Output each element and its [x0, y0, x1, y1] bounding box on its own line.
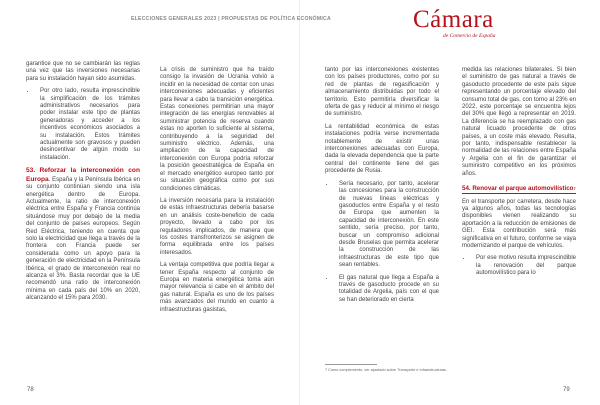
page-number-right: 79	[563, 387, 570, 393]
page-number-left: 78	[27, 387, 34, 393]
section-53	[26, 167, 140, 302]
list-item: • Por ese motivo resulta imprescindible la renovación del parque automovilístico para lo	[472, 255, 576, 277]
column-4	[462, 67, 576, 283]
column-1	[26, 61, 140, 308]
section-body: . España y la Península Ibérica en su conjunto continúan siendo una isla energética dentro de Europa. Actualmente, la ratio de interconexión eléctrica entre España y Francia continúa situándose muy por debajo de la media del conjunto de países europeos. Según Red Eléctrica, teniendo en cuenta que solo la electricidad que llega a través de la frontera con Francia puede ser considerada como un apoyo para la generación de electricidad en la Península Ibérica, el grado de interconexión real no alcanza el 3%. Basta recordar que la UE recomendó una ratio de interconexión mínima en cada país del 10% en 2020, alcanzando el 15% para 2030.	[26, 176, 140, 302]
page-gutter	[299, 0, 300, 405]
paragraph: medida las relaciones bilaterales. Si bien el suministro de gas natural a través de gasoducto procedente de este país sigue representando un porcentaje elevado del consumo total de gas, con torno al 23% en 2022, este porcentaje se encuentra lejos del 30% que llegó a representar en 2019. La diferencia se ha reemplazado con gas natural licuado procedente de otros países, a un coste más elevado. Resulta, por tanto, indispensable restablecer la normalidad de las relaciones entre España y Argelia con el fin de garantizar el suministro competitivo en los próximos años.	[462, 67, 576, 177]
column-3	[325, 67, 439, 309]
footnote-divider	[325, 364, 377, 365]
footnote: 7 Como complemento, ver apartado sobre Transporte e Infraestructuras.	[325, 368, 447, 372]
section-number: 54.	[462, 185, 471, 193]
bullet-list	[26, 88, 140, 162]
paragraph: garantice que no se cambiarán las reglas una vez que las inversiones necesarias para su instalación hayan sido asumidas.	[26, 61, 140, 82]
section-title: Reforzar la interconexión con Europa	[26, 167, 140, 183]
paragraph: La inversión necesaria para la instalación de estas infraestructuras debería basarse en un análisis coste-beneficio de cada proyecto, llevado a cabo por los reguladores implicados, de manera que los costes transfronterizos se asignen de forma equilibrada entre los países interesados.	[160, 197, 274, 256]
paragraph: En el transporte por carretera, desde hace ya algunos años, todas las tecnologías disponibles vienen realizando su aportación a la reducción de emisiones de GEI. Esta contribución será más significativa en el futuro, conforme se vaya modernizando el parque de vehículos.	[462, 198, 576, 249]
column-2	[160, 67, 274, 319]
list-item: • Sería necesario, por tanto, acelerar las concesiones para la construcción de nuevas líneas eléctricas y gasoductos entre España y el resto de Europa que aumenten la capacidad de interconexión. En este sentido, sería preciso, por tanto, buscar un compromiso adicional desde Bruselas que permita acelerar la construcción de las infraestructuras de este tipo que sean rentables.	[335, 181, 439, 270]
section-title: Renovar el parque automovilístico	[472, 185, 574, 193]
paragraph: tanto por las interconexiones existentes con los países productores, como por su red de plantas de regasificación y almacenamiento distribuidas por todo el territorio. Esto permitiría diversificar la oferta de gas y reducir al mínimo el riesgo de suministro.	[325, 67, 439, 118]
logo-subtitle: de Comercio de España	[443, 33, 496, 39]
footnote-ref[interactable]: 7	[573, 186, 576, 192]
list-item: • El gas natural que llega a España a través de gasoducto procede en su totalidad de Argelia, país con el que se han deteriorado en cierta	[335, 275, 439, 305]
document-header: ELECCIONES GENERALES 2023 | PROPUESTAS DE POLÍTICA ECONÓMICA	[131, 16, 331, 22]
section-number: 53.	[26, 167, 36, 175]
bullet-list	[462, 255, 576, 277]
paragraph: La ventaja competitiva que podría llegar a tener España respecto al conjunto de Europa en materia energética toma aún mayor relevancia si cabe en el ámbito del gas natural. España es uno de los países más avanzados del mundo en cuanto a infraestructuras gasistas,	[160, 262, 274, 313]
paragraph: La rentabilidad económica de estas instalaciones podría verse incrementada notablemente de existir unas interconexiones adecuadas con Europa, dada la elevada dependencia que la parte central del continente tiene del gas procedente de Rusia.	[325, 123, 439, 175]
logo-wordmark: Cámara	[413, 6, 494, 33]
bullet-list	[325, 181, 439, 305]
camara-logo	[413, 6, 523, 44]
section-54-heading	[462, 185, 576, 193]
paragraph: La crisis de suministro que ha traído consigo la invasión de Ucrania volvió a incidir en la necesidad de contar con unas interconexiones adecuadas y eficientes para llevar a cabo la transición energética. Estas conexiones permitirían una mayor integración de las energías renovables al suministrar potencia de reserva cuando éstas no aporten lo suficiente al sistema, contribuyendo a la seguridad del suministro eléctrico. Además, una ampliación de la capacidad de interconexión con Europa podría reforzar la posición geoestratégica de España en el mercado energético europeo tanto por su situación geográfica como por sus condiciones climáticas.	[160, 67, 274, 192]
section-heading-line	[462, 185, 576, 193]
list-item: • Por otro lado, resulta imprescindible la simplificación de los trámites administrativos necesarios para poder instalar este tipo de plantas generadoras y acceder a los incentivos económicos asociados a su instalación. Estos trámites actualmente son gravosos y pueden desincentivar de algún modo su instalación.	[36, 88, 140, 162]
